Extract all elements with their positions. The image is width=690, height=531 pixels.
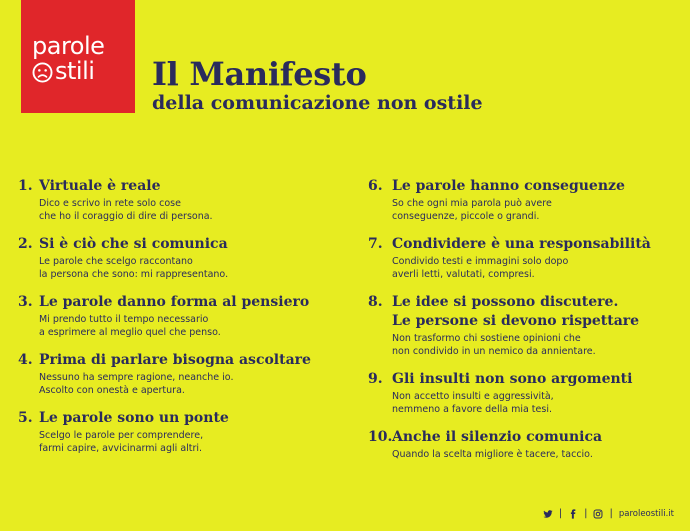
principle-item-1 — [18, 177, 348, 235]
principle-text-line: nemmeno a favore della mia tesi. — [392, 404, 552, 415]
sad-face-icon — [32, 62, 53, 83]
principle-text — [39, 371, 348, 397]
principle-text-line: averli letti, valutati, compresi. — [392, 269, 535, 280]
manifesto-column-left — [18, 177, 348, 467]
principle-text-line: la persona che sono: mi rappresentano. — [39, 269, 229, 280]
principle-text-line: Non accetto insulti e aggressività, — [392, 391, 554, 402]
principle-text-line: Ascolto con onestà e apertura. — [39, 385, 185, 396]
facebook-icon[interactable] — [568, 509, 578, 519]
principle-text — [39, 255, 348, 281]
principle-text-line: Non trasformo chi sostiene opinioni che — [392, 333, 581, 344]
principle-number: 4. — [18, 352, 33, 368]
principle-number: 2. — [18, 236, 33, 252]
footer-separator: | — [558, 508, 563, 519]
principle-item-5 — [18, 409, 348, 467]
principle-heading: Condividere è una responsabilità — [392, 236, 651, 252]
principle-number: 8. — [368, 294, 383, 310]
principle-heading: Gli insulti non sono argomenti — [392, 371, 633, 387]
principle-text-line: farmi capire, avvicinarmi agli altri. — [39, 443, 203, 454]
principle-text-line: Dico e scrivo in rete solo cose — [39, 198, 181, 209]
manifesto-column-right — [368, 177, 683, 486]
principle-heading: Le parole danno forma al pensiero — [39, 294, 310, 310]
principle-text-line: non condivido in un nemico da annientare. — [392, 346, 596, 357]
principle-text-line: Mi prendo tutto il tempo necessario — [39, 314, 209, 325]
page-title: Il Manifesto — [152, 55, 367, 93]
principle-item-8 — [368, 293, 683, 370]
principle-text-line: che ho il coraggio di dire di persona. — [39, 211, 213, 222]
principle-item-2 — [18, 235, 348, 293]
logo-text-top: parole — [32, 32, 105, 60]
principle-number: 9. — [368, 371, 383, 387]
principle-item-6 — [368, 177, 683, 235]
principle-text-line: Condivido testi e immagini solo dopo — [392, 256, 569, 267]
principle-text — [39, 313, 348, 339]
instagram-icon[interactable] — [593, 509, 603, 519]
page-subtitle: della comunicazione non ostile — [152, 92, 483, 114]
principle-text — [392, 448, 683, 461]
principle-text-line: Nessuno ha sempre ragione, neanche io. — [39, 372, 234, 383]
principle-heading-line: Le idee si possono discutere. — [392, 294, 619, 310]
principle-item-9 — [368, 370, 683, 428]
principle-item-3 — [18, 293, 348, 351]
principle-text — [392, 197, 683, 223]
principle-text-line: Le parole che scelgo raccontano — [39, 256, 193, 267]
principle-text — [392, 390, 683, 416]
principle-number: 6. — [368, 178, 383, 194]
footer-separator: | — [584, 508, 588, 519]
principle-text-line: a esprimere al meglio quel che penso. — [39, 327, 221, 338]
principle-item-7 — [368, 235, 683, 293]
principle-number: 7. — [368, 236, 383, 252]
principle-number: 1. — [18, 178, 33, 194]
principle-number: 5. — [18, 410, 33, 426]
principle-text-line: So che ogni mia parola può avere — [392, 198, 552, 209]
twitter-icon[interactable] — [543, 509, 553, 519]
logo-bottom-row — [32, 58, 135, 84]
principle-item-10 — [368, 428, 683, 486]
brand-logo — [21, 0, 135, 113]
principle-heading: Anche il silenzio comunica — [392, 429, 603, 445]
principle-heading: Le parole hanno conseguenze — [392, 178, 625, 194]
principle-text — [392, 332, 683, 358]
principle-text-line: Scelgo le parole per comprendere, — [39, 430, 204, 441]
principle-text — [39, 429, 348, 455]
principle-heading: Le parole sono un ponte — [39, 410, 229, 426]
principle-number: 3. — [18, 294, 33, 310]
footer-social — [543, 509, 674, 519]
principle-text — [39, 197, 348, 223]
footer-separator: | — [609, 508, 613, 519]
principle-text-line: Quando la scelta migliore è tacere, taccio. — [392, 449, 593, 460]
logo-text-bottom: stili — [55, 57, 95, 85]
principle-text — [392, 255, 683, 281]
principle-heading: Si è ciò che si comunica — [39, 236, 228, 252]
principle-item-4 — [18, 351, 348, 409]
principle-heading — [392, 293, 683, 331]
website-link[interactable]: paroleostili.it — [618, 509, 674, 519]
principle-text-line: conseguenze, piccole o grandi. — [392, 211, 540, 222]
principle-number: 10. — [368, 429, 393, 445]
principle-heading: Virtuale è reale — [39, 178, 161, 194]
principle-heading: Prima di parlare bisogna ascoltare — [39, 352, 311, 368]
principle-heading-line: Le persone si devono rispettare — [392, 313, 640, 329]
